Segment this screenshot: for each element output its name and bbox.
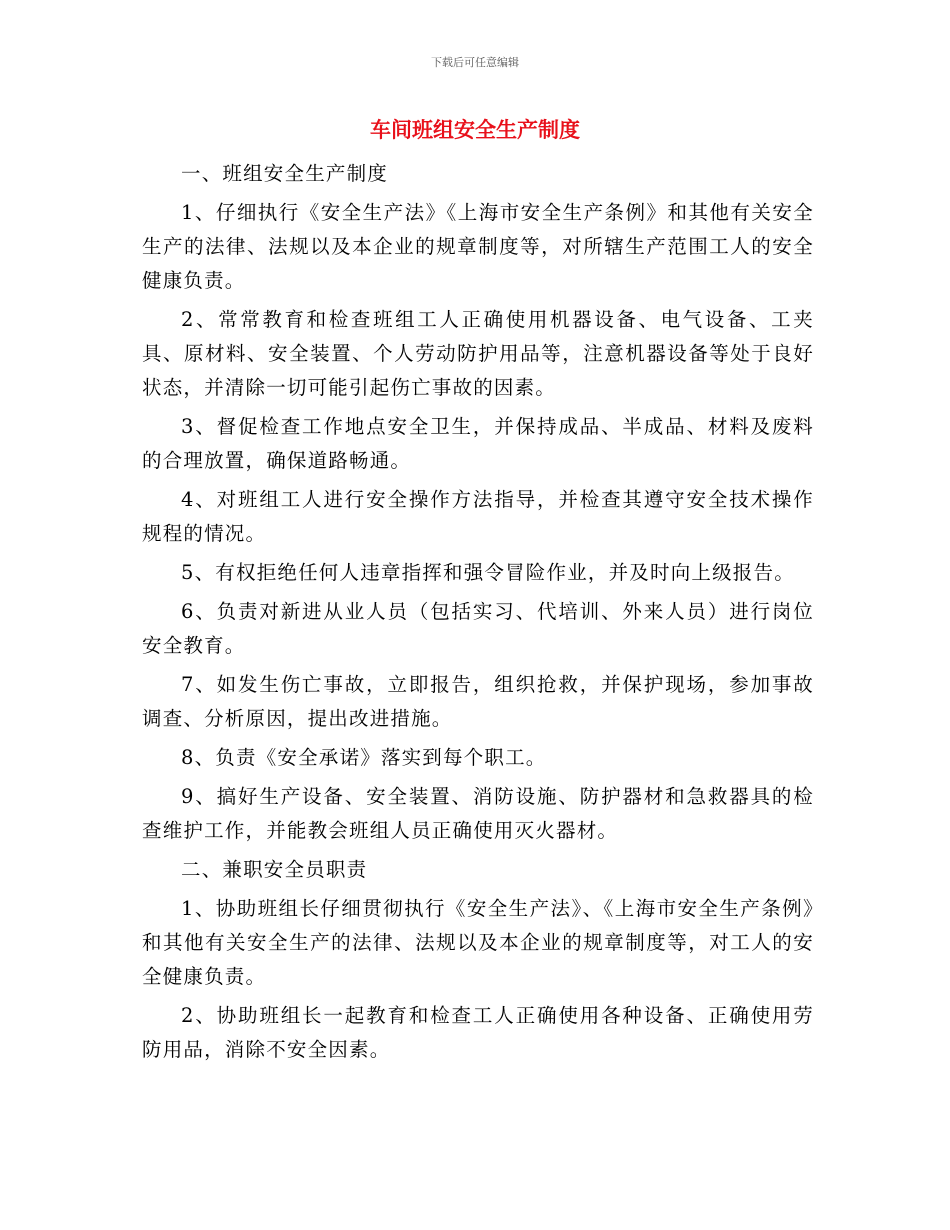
paragraph-item: 5、有权拒绝任何人违章指挥和强令冒险作业，并及时向上级报告。 [181,561,795,584]
document-body [142,157,814,1072]
paragraph-item: 2、协助班组长一起教育和检查工人正确使用各种设备、正确使用劳防用品，消除不安全因素。 [142,1004,814,1061]
paragraph-item: 4、对班组工人进行安全操作方法指导，并检查其遵守安全技术操作规程的情况。 [142,488,814,545]
page-header: 下载后可任意编辑 [431,56,519,69]
paragraph-item: 3、督促检查工作地点安全卫生，并保持成品、半成品、材料及废料的合理放置，确保道路畅通。 [142,415,814,472]
paragraph-item: 9、搞好生产设备、安全装置、消防设施、防护器材和急救器具的检查维护工作，并能教会班组人员正确使用灭火器材。 [142,785,814,842]
paragraph-item: 6、负责对新进从业人员（包括实习、代培训、外来人员）进行岗位安全教育。 [142,600,814,657]
paragraph-item: 2、常常教育和检查班组工人正确使用机器设备、电气设备、工夹具、原材料、安全装置、个人劳动防护用品等，注意机器设备等处于良好状态，并清除一切可能引起伤亡事故的因素。 [142,308,814,399]
paragraph-item: 1、协助班组长仔细贯彻执行《安全生产法》、《上海市安全生产条例》和其他有关安全生产的法律、法规以及本企业的规章制度等，对工人的安全健康负责。 [142,897,814,988]
section-heading: 一、班组安全生产制度 [181,162,389,185]
paragraph-item: 7、如发生伤亡事故，立即报告，组织抢救，并保护现场，参加事故调查、分析原因，提出改进措施。 [142,673,814,730]
paragraph-item: 1、仔细执行《安全生产法》《上海市安全生产条例》和其他有关安全生产的法律、法规以及本企业的规章制度等，对所辖生产范围工人的安全健康负责。 [142,201,814,292]
section-heading: 二、兼职安全员职责 [181,858,368,881]
paragraph-item: 8、负责《安全承诺》落实到每个职工。 [181,746,547,769]
document-title: 车间班组安全生产制度 [370,118,580,142]
